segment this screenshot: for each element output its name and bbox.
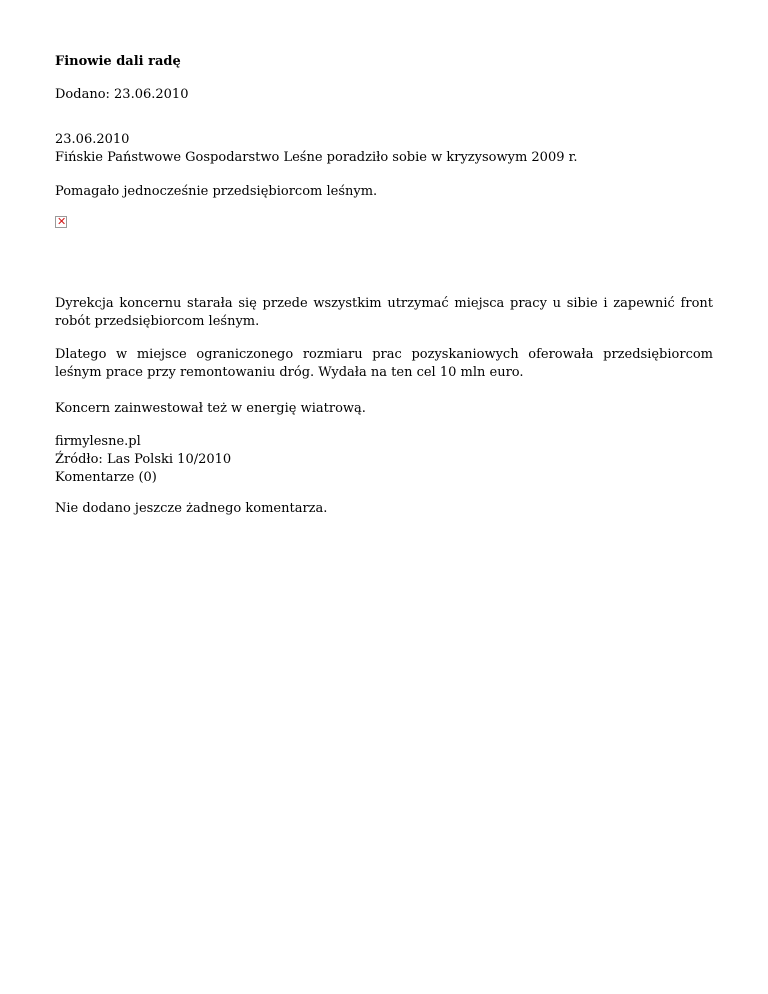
- broken-image-glyph: ✕: [57, 215, 67, 228]
- paragraph-1: Pomagało jednocześnie przedsiębiorcom leśnym.: [55, 184, 378, 199]
- no-comments-message: Nie dodano jeszcze żadnego komentarza.: [55, 501, 328, 516]
- site-name: firmylesne.pl: [55, 434, 141, 449]
- paragraph-3: Dlatego w miejsce ograniczonego rozmiaru prac pozyskaniowych oferowała przedsiębiorcom leśnym prace przy remontowaniu dróg. Wydała na ten cel 10 mln euro.: [55, 347, 713, 380]
- paragraph-2: Dyrekcja koncernu starała się przede wszystkim utrzymać miejsca pracy u sibie i zapewnić front robót przedsiębiorcom leśnym.: [55, 296, 713, 329]
- article-source: Źródło: Las Polski 10/2010: [55, 452, 232, 467]
- paragraph-4: Koncern zainwestował też w energię wiatrową.: [55, 401, 366, 416]
- added-date: Dodano: 23.06.2010: [55, 87, 189, 102]
- article-date: 23.06.2010: [55, 132, 130, 147]
- broken-image-icon: [55, 216, 67, 228]
- article-title: Finowie dali radę: [55, 54, 181, 69]
- article-lead: Fińskie Państwowe Gospodarstwo Leśne poradziło sobie w kryzysowym 2009 r.: [55, 150, 578, 165]
- comments-link[interactable]: Komentarze (0): [55, 470, 157, 485]
